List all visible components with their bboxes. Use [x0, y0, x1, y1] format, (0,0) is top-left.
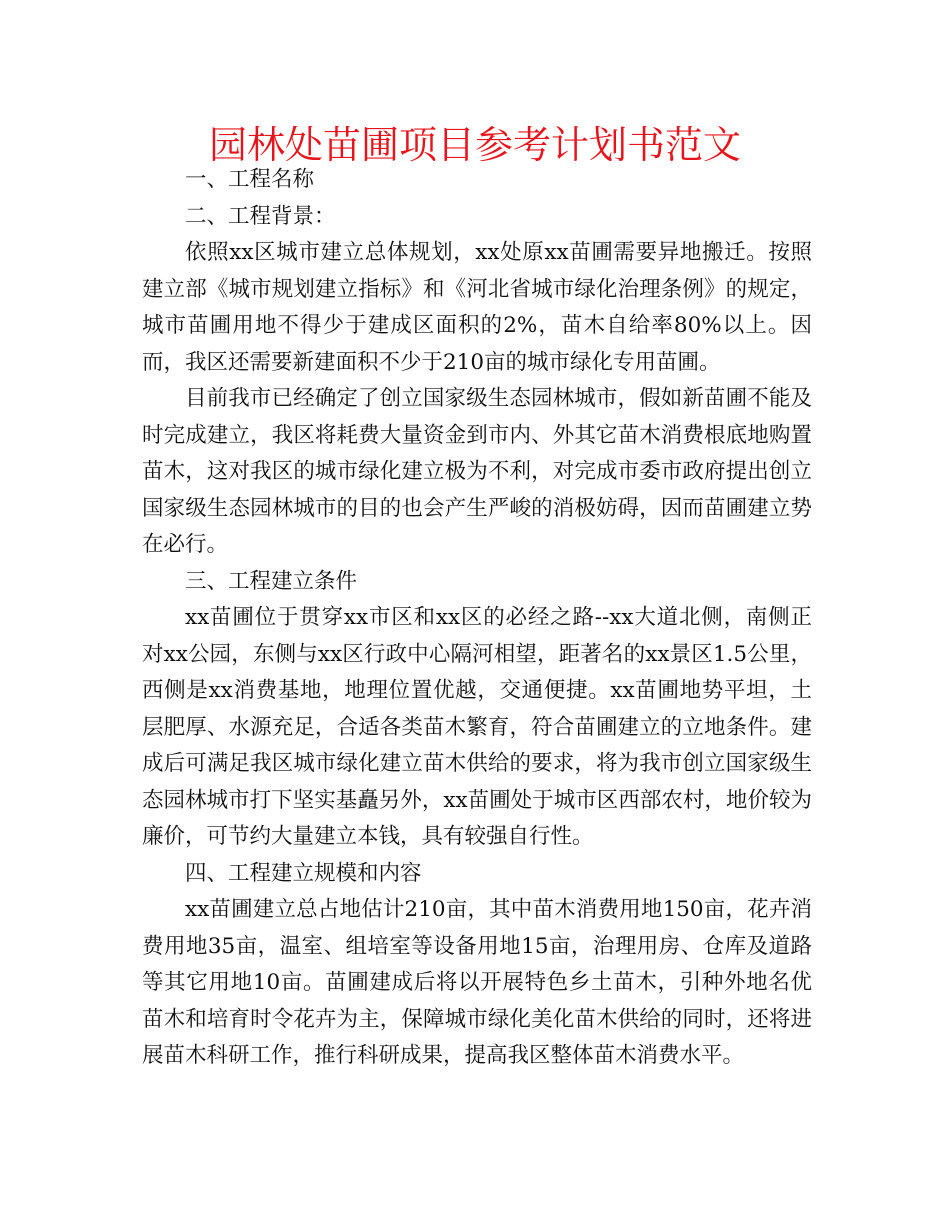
heading-project-name: 一、工程名称	[185, 167, 315, 192]
document-body	[142, 162, 812, 1075]
document-title: 园林处苗圃项目参考计划书范文	[208, 123, 741, 167]
heading-project-background: 二、工程背景：	[185, 203, 336, 229]
paragraph-construction-conditions: xx苗圃位于贯穿xx市区和xx区的必经之路--xx大道北侧，南侧正对xx公园，东侧与xx区行政中心隔河相望，距著名的xx景区1.5公里，西侧是xx消费基地，地理位置优越，交通便捷。xx苗圃地势平坦，土层肥厚、水源充足，合适各类苗木繁育，符合苗圃建立的立地条件。建成后可满足我区城市绿化建立苗木供给的要求，将为我市创立国家级生态园林城市打下坚实基矗另外，xx苗圃处于城市区西部农村，地价较为廉价，可节约大量建立本钱，具有较强自行性。	[142, 605, 812, 849]
heading-construction-conditions: 三、工程建立条件	[185, 568, 358, 594]
heading-scale-and-content: 四、工程建立规模和内容	[185, 860, 422, 886]
paragraph-background-necessity: 目前我市已经确定了创立国家级生态园林城市，假如新苗圃不能及时完成建立，我区将耗费大量资金到市内、外其它苗木消费根底地购置苗木，这对我区的城市绿化建立极为不利，对完成市委市政府提出创立国家级生态园林城市的目的也会产生严峻的消极妨碍，因而苗圃建立势在必行。	[142, 386, 812, 557]
paragraph-scale-and-content: xx苗圃建立总占地估计210亩，其中苗木消费用地150亩，花卉消费用地35亩，温室、组培室等设备用地15亩，治理用房、仓库及道路等其它用地10亩。苗圃建成后将以开展特色乡土苗木，引种外地名优苗木和培育时令花卉为主，保障城市绿化美化苗木供给的同时，还将进展苗木科研工作，推行科研成果，提高我区整体苗木消费水平。	[142, 897, 812, 1068]
paragraph-background-planning: 依照xx区城市建立总体规划，xx处原xx苗圃需要异地搬迁。按照建立部《城市规划建立指标》和《河北省城市绿化治理条例》的规定，城市苗圃用地不得少于建成区面积的2%，苗木自给率80%以上。因而，我区还需要新建面积不少于210亩的城市绿化专用苗圃。	[142, 240, 812, 375]
